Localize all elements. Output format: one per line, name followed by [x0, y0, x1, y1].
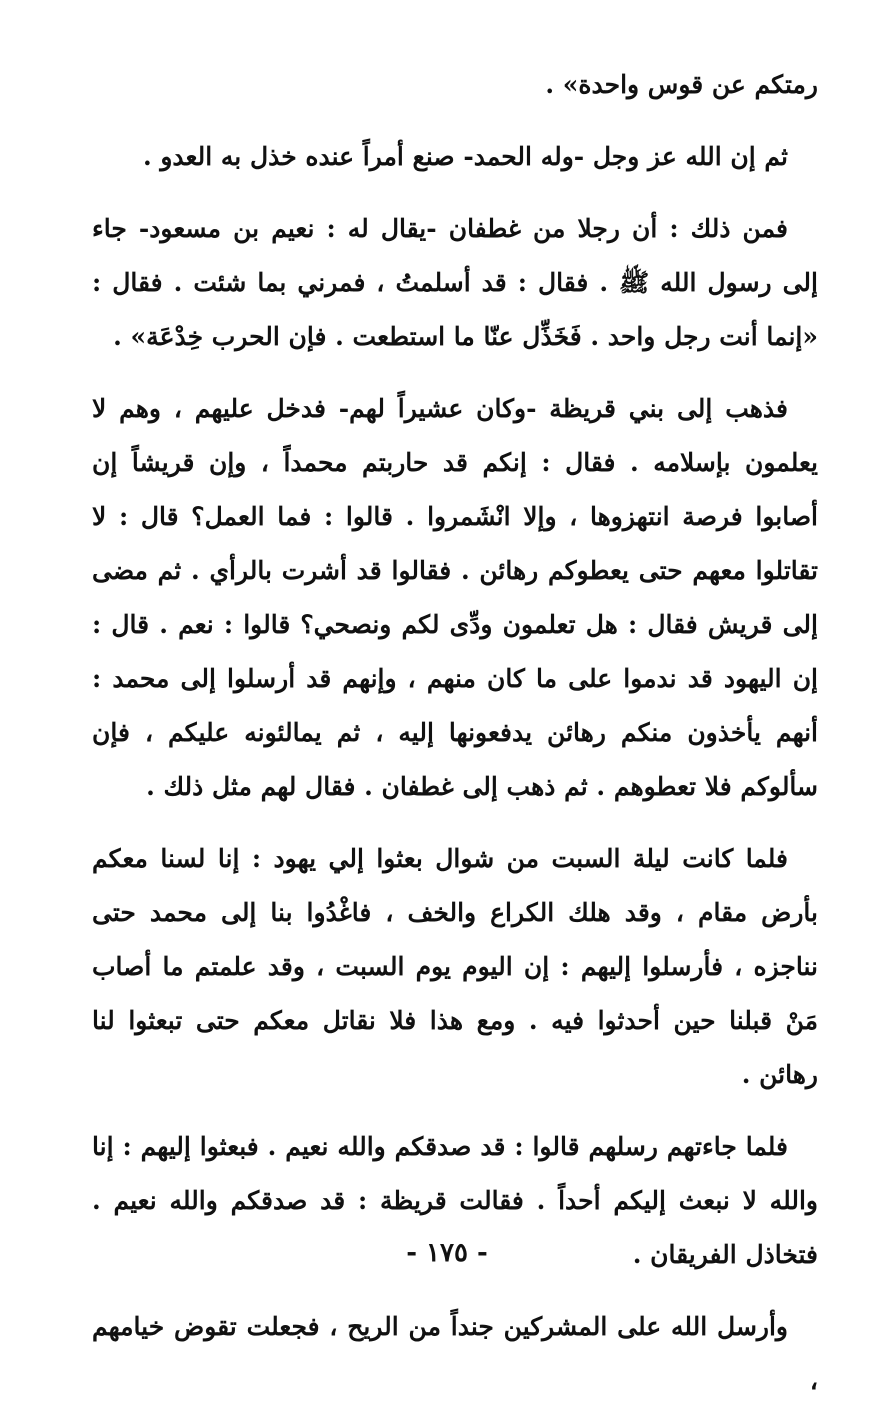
paragraph-3: فمن ذلك : أن رجلا من غطفان -يقال له : نعيم بن مسعود- جاء إلى رسول الله ﷺ . فقال : قد أسلمتُ ، فمرني بما شئت . فقال : «إنما أنت رجل واحد . فَخَذِّل عنّا ما استطعت . فإن الحرب خِدْعَة» .	[92, 214, 818, 351]
paragraph-2: ثم إن الله عز وجل -وله الحمد- صنع أمراً عنده خذل به العدو .	[142, 142, 788, 171]
paragraph-6: فلما جاءتهم رسلهم قالوا : قد صدقكم والله نعيم . فبعثوا إليهم : إنا والله لا نبعث إليكم أحداً . فقالت قريظة : قد صدقكم والله نعيم . فتخاذل الفريقان .	[92, 1132, 818, 1269]
paragraph-1: رمتكم عن قوس واحدة» .	[545, 70, 818, 99]
paragraph-4: فذهب إلى بني قريظة -وكان عشيراً لهم- فدخل عليهم ، وهم لا يعلمون بإسلامه . فقال : إنكم قد حاربتم محمداً ، وإن قريشاً إن أصابوا فرصة انتهزوها ، وإلا انْشَمروا . قالوا : فما العمل؟ قال : لا تقاتلوا معهم حتى يعطوكم رهائن . فقالوا قد أشرت بالرأي . ثم مضى إلى قريش فقال : هل تعلمون ودِّى لكم ونصحي؟ قالوا : نعم . قال : إن اليهود قد ندموا على ما كان منهم ، وإنهم قد أرسلوا إلى محمد : أنهم يأخذون منكم رهائن يدفعونها إليه ، ثم يمالئونه عليكم ، فإن سألوكم فلا تعطوهم . ثم ذهب إلى غطفان . فقال لهم مثل ذلك .	[92, 394, 818, 801]
paragraph-5: فلما كانت ليلة السبت من شوال بعثوا إلي يهود : إنا لسنا معكم بأرض مقام ، وقد هلك الكراع والخف ، فاغْدُوا بنا إلى محمد حتى نناجزه ، فأرسلوا إليهم : إن اليوم يوم السبت ، وقد علمتم ما أصاب مَنْ قبلنا حين أحدثوا فيه . ومع هذا فلا نقاتل معكم حتى تبعثوا لنا رهائن .	[92, 844, 818, 1089]
body-text	[92, 58, 818, 1426]
page-number: - ١٧٥ -	[406, 1238, 488, 1268]
paragraph-7: وأرسل الله على المشركين جنداً من الريح ، فجعلت تقوض خيامهم ،	[92, 1312, 818, 1395]
